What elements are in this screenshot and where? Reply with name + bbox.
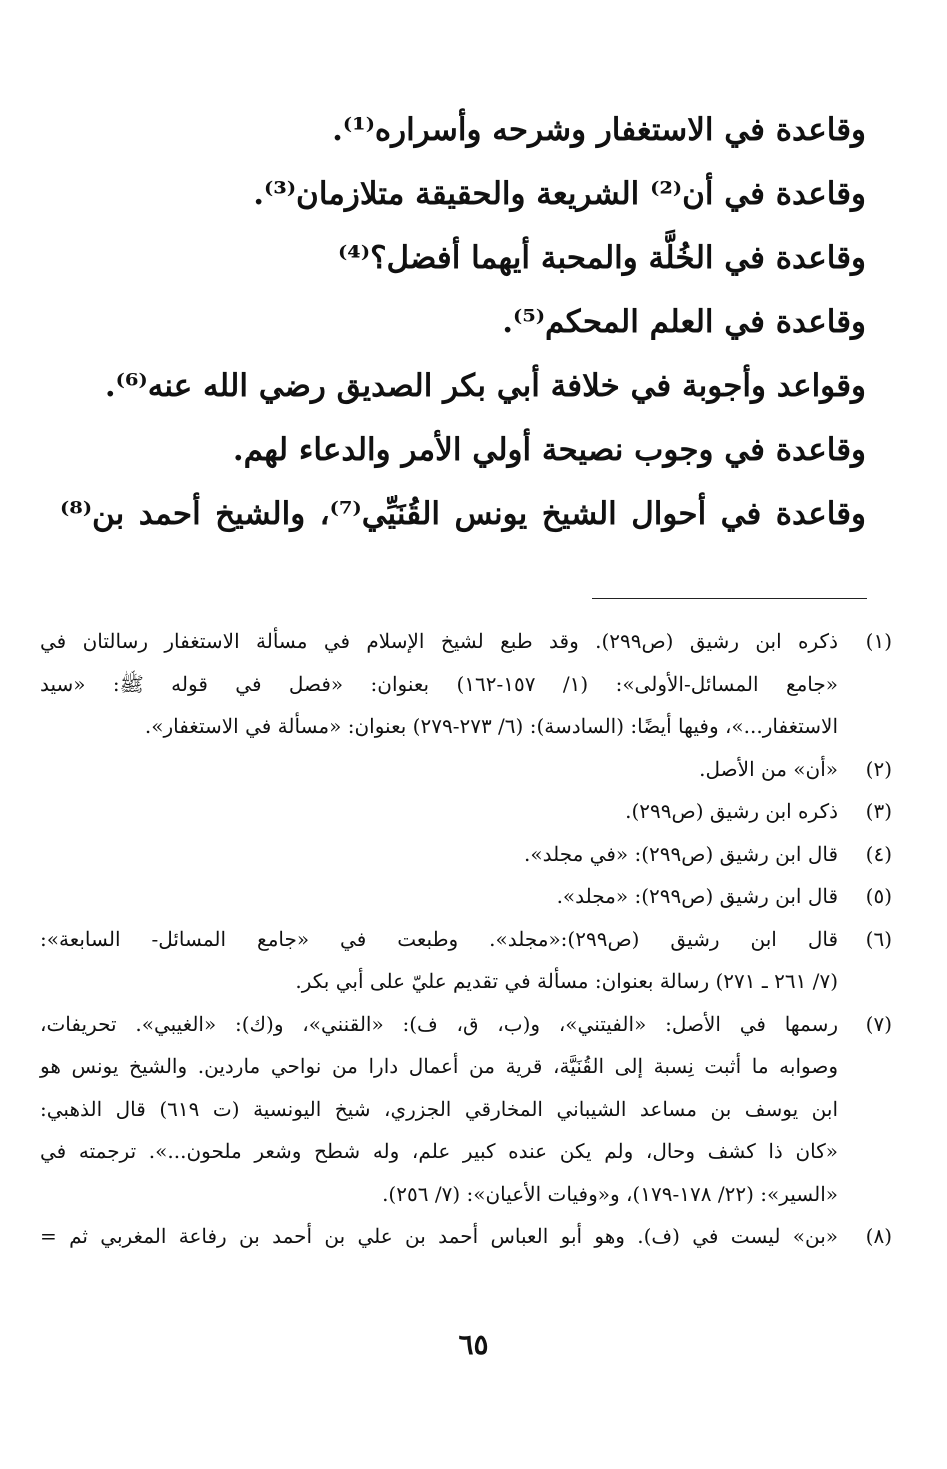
footnote-line: رسمها في الأصل: «الفيتني»، و(ب، ق، ف): «القنني»، و(ك): «الغيبي». تحريفات،: [40, 1011, 838, 1036]
footnote-3: [40, 790, 892, 833]
footnote-text: [40, 875, 838, 918]
footnote-line: ذكره ابن رشيق (ص٢٩٩). وقد طبع لشيخ الإسلام في مسألة الاستغفار رسالتان في: [40, 629, 838, 653]
footnote-line: «بن» ليست في (ف). وهو أبو العباس أحمد بن علي بن أحمد بن رفاعة المغربي ثم =: [40, 1224, 838, 1248]
footnote-4: [40, 833, 892, 876]
footnote-number: (٨): [865, 1224, 892, 1248]
footnote-number: (٣): [865, 799, 892, 823]
footnote-line: «كان ذا كشف وحال، ولم يكن عنده كبير علم، وله شطح وشعر ملحون...». ترجمته في: [40, 1139, 838, 1163]
footnote-line: قال ابن رشيق (ص٢٩٩): «مجلد».: [556, 884, 838, 908]
footnote-line: «أن» من الأصل.: [699, 756, 838, 781]
footnote-separator: [592, 598, 867, 599]
main-text: [60, 98, 866, 546]
footnote-number: (٤): [865, 841, 892, 866]
footnote-text: [40, 1003, 838, 1216]
main-line: وقاعدة في أن⁽²⁾ الشريعة والحقيقة متلازمان⁽³⁾.: [253, 176, 866, 212]
footnote-8: [40, 1215, 892, 1258]
footnote-number: (١): [865, 629, 892, 653]
footnote-6: [40, 918, 892, 1003]
footnote-text: [40, 833, 838, 876]
footnote-line: «السير»: (٢٢/ ١٧٨-١٧٩)، و«وفيات الأعيان»: (٧/ ٢٥٦).: [382, 1181, 838, 1206]
footnote-text: [40, 790, 838, 833]
footnote-line: (٧/ ٢٦١ ـ ٢٧١) رسالة بعنوان: مسألة في تقديم عليّ على أبي بكر.: [295, 969, 838, 993]
footnote-text: [40, 918, 838, 1003]
footnote-number: (٢): [865, 756, 892, 781]
footnote-text: [40, 620, 838, 748]
footnote-number: (٥): [865, 884, 892, 908]
footnote-5: [40, 875, 892, 918]
main-line: وقواعد وأجوبة في خلافة أبي بكر الصديق رضي الله عنه⁽⁶⁾.: [104, 368, 866, 404]
footnote-line: وصوابه ما أثبت نِسبة إلى القُنَيَّة، قرية من أعمال دارا من نواحي ماردين. والشيخ يونس هو: [40, 1054, 838, 1078]
footnote-line: قال ابن رشيق (ص٢٩٩):«مجلد». وطبعت في «جامع المسائل- السابعة»:: [40, 926, 839, 951]
footnote-line: ذكره ابن رشيق (ص٢٩٩).: [625, 799, 838, 823]
footnote-line: «جامع المسائل-الأولى»: (١/ ١٥٧-١٦٢) بعنوان: «فصل في قوله ﷺ: «سيد: [40, 671, 838, 696]
main-line: وقاعدة في وجوب نصيحة أولي الأمر والدعاء لهم.: [232, 432, 866, 468]
footnote-text: [40, 1215, 838, 1258]
main-line: وقاعدة في العلم المحكم⁽⁵⁾.: [502, 304, 866, 340]
main-line: وقاعدة في الخُلَّة والمحبة أيهما أفضل؟⁽⁴⁾: [338, 240, 866, 276]
footnote-number: (٦): [865, 926, 892, 951]
footnote-text: [40, 748, 838, 791]
page-number: ٦٥: [458, 1328, 489, 1361]
footnote-line: ابن يوسف بن مساعد الشيباني المخارقي الجزري، شيخ اليونسية (ت ٦١٩) قال الذهبي:: [40, 1096, 839, 1121]
footnote-2: [40, 748, 892, 791]
footnote-line: قال ابن رشيق (ص٢٩٩): «في مجلد».: [523, 841, 838, 866]
footnote-1: [40, 620, 892, 748]
footnote-7: [40, 1003, 892, 1216]
footnote-number: (٧): [865, 1011, 892, 1036]
footnotes: [40, 620, 892, 1258]
footnote-line: الاستغفار...»، وفيها أيضًا: (السادسة): (٦/ ٢٧٣-٢٧٩) بعنوان: «مسألة في الاستغفار».: [144, 714, 838, 738]
main-line: وقاعدة في الاستغفار وشرحه وأسراره⁽¹⁾.: [332, 112, 866, 148]
main-line: وقاعدة في أحوال الشيخ يونس القُنَيِّي⁽⁷⁾، والشيخ أحمد بن⁽⁸⁾: [60, 496, 866, 532]
